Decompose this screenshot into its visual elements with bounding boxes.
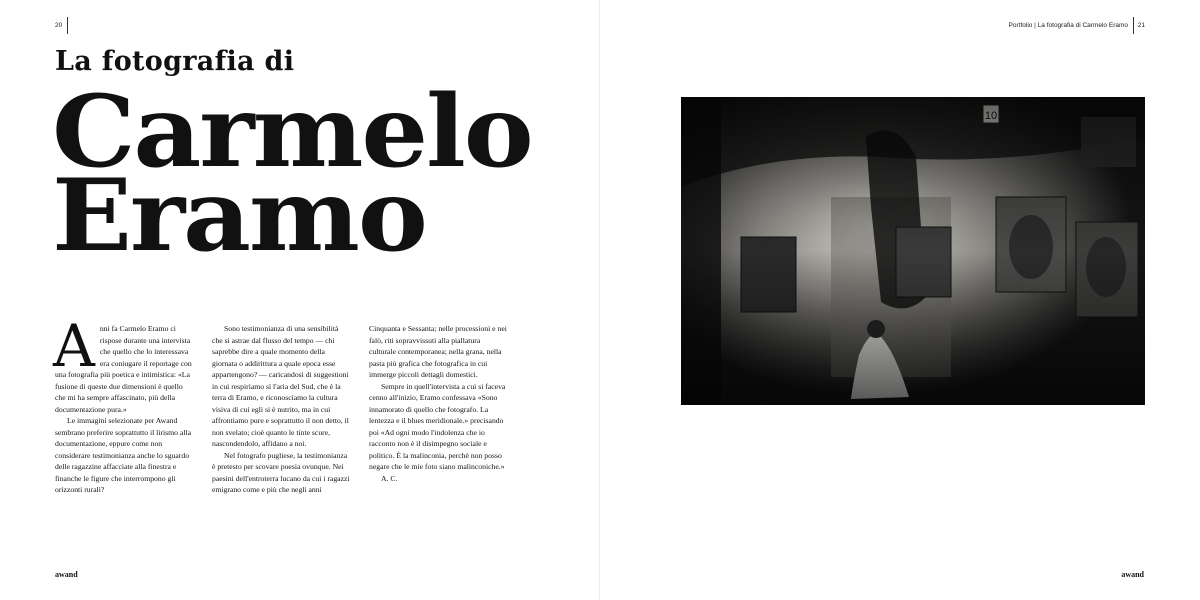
folio-divider-left	[67, 17, 68, 34]
paragraph-text: nni fa Carmelo Eramo ci rispose durante una intervista che quello che lo interessava era coniugare il reportage con una fotografia più poetica e intimistica: «La fusione di queste due dimensioni è quello che mi ha sempre affascinato, più della documentazione pura.»	[55, 324, 192, 414]
paragraph: Sempre in quell'intervista a cui si faceva cenno all'inizio, Eramo confessava «Sono innamorato di quello che fotografo. La lentezza e il blues meridionale.» precisando poi «Ad ogni modo l'indolenza che io racconto non è il disimpegno sociale e politico. È la malinconia, perchè non posso negare che le mie foto siano malinconiche.»	[369, 381, 506, 471]
drop-cap: A	[53, 312, 95, 380]
page-number-right: 21	[1137, 22, 1145, 29]
paragraph: Le immagini selezionate per Awand sembrano preferire soprattutto il lirismo alla documentazione, eppure come non considerare testimonianza anche lo sguardo delle ragazzine affacciate alla finestra e finanche le figure che interrompono gli orizzonti rurali?	[55, 416, 191, 494]
article-title-line-2: Eramo	[52, 158, 426, 274]
portfolio-photo	[681, 97, 1145, 405]
page-number-left: 20	[55, 22, 63, 29]
vignette	[681, 97, 1145, 405]
photo-illustration	[681, 97, 1145, 405]
article-column-3	[369, 323, 507, 484]
paragraph: Cinquanta e Sessanta; nelle processioni e nei falò, riti sopravvissuti alla piallatura culturale contemporanea; nella grana, nella pasta più grafica che fotografica in cui immerge piccoli dettagli domestici.	[369, 324, 507, 379]
paragraph: Sono testimonianza di una sensibilità che si astrae dal flusso del tempo — chi saprebbe dire a quale momento della giornata o addirittura a quale epoca esse appartengono? — caricandosi di suggestioni in cui respiriamo sì l'aria del Sud, che è la terra di Eramo, e riconosciamo la cultura visiva di cui egli si è nutrito, ma in cui affrontiamo pure e soprattutto il non detto, il non svelato; cioè quanto le tinte scure, nascondendolo, affidano a noi.	[212, 324, 349, 448]
article-column-2	[212, 323, 350, 496]
author-signature: A. C.	[381, 473, 398, 483]
article-kicker: La fotografia di	[55, 46, 295, 77]
running-head: Portfolio | La fotografia di Carmelo Eramo	[1008, 22, 1128, 29]
folio-divider-right	[1133, 17, 1134, 34]
right-page	[600, 0, 1200, 600]
article-title-line-1: Carmelo	[52, 74, 532, 190]
article-column-1	[53, 312, 193, 496]
paragraph: Nel fotografo pugliese, la testimonianza è pretesto per scovare poesia ovunque. Nei paesini dell'entroterra lucano da cui i ragazzi emigrano come e più che negli anni	[212, 450, 350, 494]
article-title	[52, 74, 532, 274]
paragraph	[53, 312, 193, 415]
footer-brand-right: awand	[1121, 570, 1144, 579]
footer-brand-left: awand	[55, 570, 78, 579]
